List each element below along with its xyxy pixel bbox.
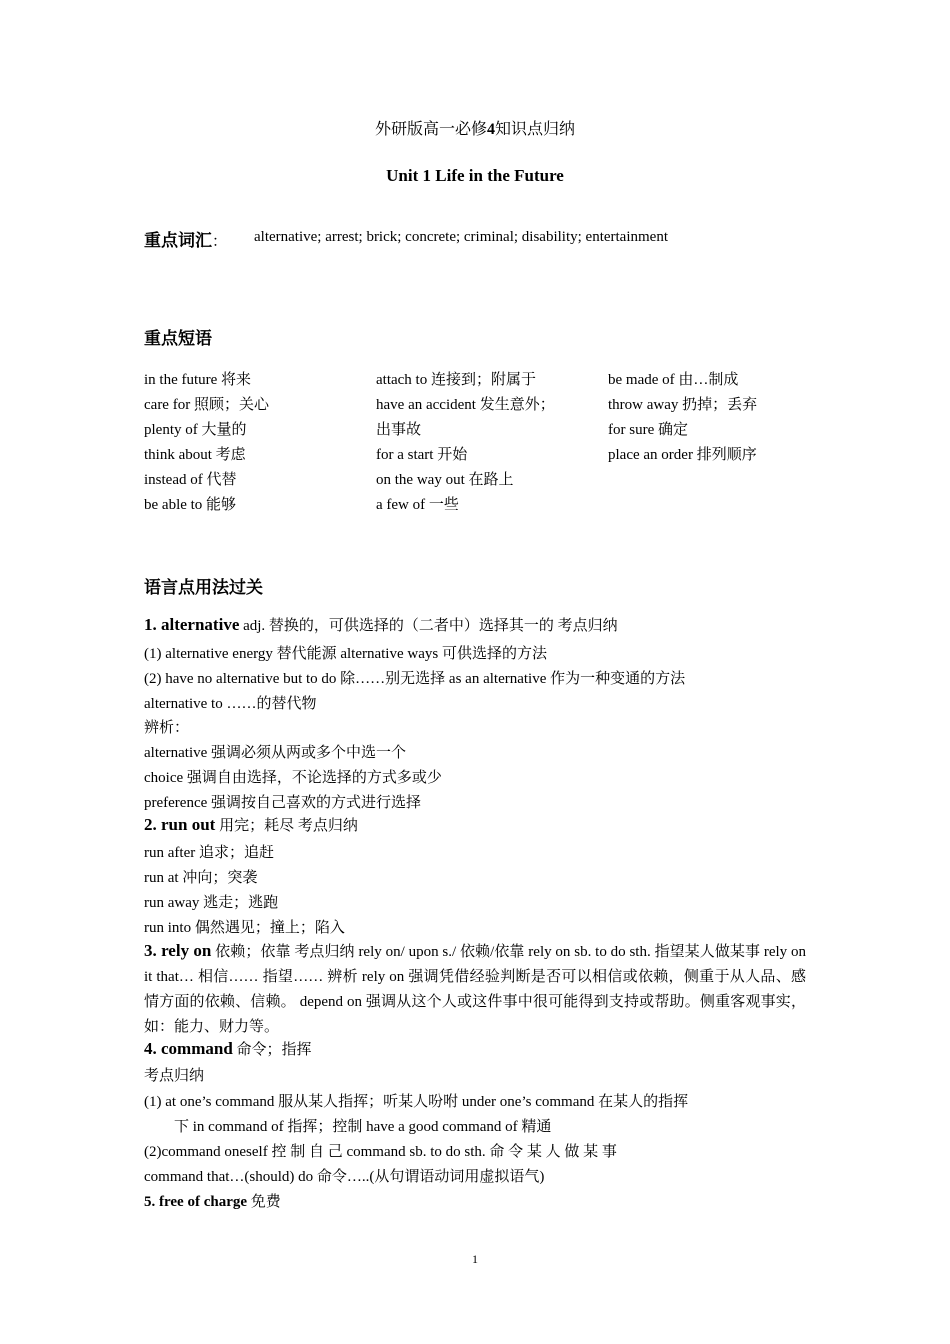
- text-line: (1) alternative energy 替代能源 alternative ways 可供选择的方法: [144, 646, 547, 662]
- entry-run-out-heading: 2. run out 用完；耗尽 考点归纳: [144, 815, 358, 834]
- text-line: (2) have no alternative but to do 除……别无选择 as an alternative 作为一种变通的方法: [144, 671, 686, 687]
- text-line: run away 逃走；逃跑: [144, 895, 279, 911]
- phrase-row: care for 照顾；关心: [144, 397, 269, 413]
- entry-command-heading: 4. command 命令；指挥: [144, 1039, 312, 1058]
- phrase-row: think about 考虑: [144, 447, 246, 463]
- phrase-row: a few of 一些: [376, 497, 459, 513]
- phrase-row: throw away 扔掉；丢弃: [608, 397, 758, 413]
- vocab-list: alternative; arrest; brick; concrete; criminal; disability; entertainment: [254, 229, 669, 245]
- text-line: (2)command oneself 控 制 自 己 command sb. to do sth. 命 令 某 人 做 某 事: [144, 1144, 617, 1160]
- phrase-row: attach to 连接到；附属于: [376, 372, 536, 388]
- phrases-heading: 重点短语: [144, 329, 212, 349]
- text-line: 辨析：: [144, 720, 190, 736]
- text-line: 下 in command of 指挥；控制 have a good command of 精通: [174, 1119, 552, 1135]
- text-line: 考点归纳: [144, 1068, 205, 1084]
- text-line: run into 偶然遇见；撞上；陷入: [144, 920, 345, 936]
- phrase-row: place an order 排列顺序: [608, 447, 757, 463]
- text-line: alternative 强调必须从两或多个中选一个: [144, 745, 407, 761]
- text-line: preference 强调按自己喜欢的方式进行选择: [144, 795, 422, 811]
- text-line: run after 追求；追赶: [144, 845, 274, 861]
- phrase-row: 出事故: [376, 422, 422, 438]
- phrase-row: plenty of 大量的: [144, 422, 247, 438]
- text-line: run at 冲向；突袭: [144, 870, 258, 886]
- vocab-heading: 重点词汇：: [144, 231, 228, 251]
- phrase-row: have an accident 发生意外；: [376, 397, 555, 413]
- phrase-row: be able to 能够: [144, 497, 237, 513]
- phrase-row: be made of 由…制成: [608, 372, 739, 388]
- phrase-row: in the future 将来: [144, 372, 252, 388]
- text-line: (1) at one’s command 服从某人指挥；听某人吩咐 under one’s command 在某人的指挥: [144, 1094, 689, 1110]
- text-line: alternative to ……的替代物: [144, 696, 317, 712]
- text-line: command that…(should) do 命令…..(从句谓语动词用虚拟语气): [144, 1169, 545, 1185]
- text-line: choice 强调自由选择，不论选择的方式多或少: [144, 770, 442, 786]
- unit-heading: Unit 1 Life in the Future: [386, 166, 564, 185]
- phrase-row: for sure 确定: [608, 422, 688, 438]
- entry-free-of-charge: 5. free of charge 免费: [144, 1194, 281, 1210]
- page-number: 1: [472, 1252, 478, 1266]
- usage-heading: 语言点用法过关: [144, 578, 263, 598]
- phrase-row: instead of 代替: [144, 472, 237, 488]
- document-title: 外研版高一必修4知识点归纳: [374, 121, 576, 138]
- phrase-row: on the way out 在路上: [376, 472, 514, 488]
- phrase-row: for a start 开始: [376, 447, 468, 463]
- entry-alternative-heading: 1. alternative adj. 替换的，可供选择的（二者中）选择其一的 考点归纳: [144, 615, 618, 634]
- entry-rely-on: 3. rely on 依赖；依靠 考点归纳 rely on/ upon s./ 依赖/依靠 rely on sb. to do sth. 指望某人做某事 rely on it that… 相信…… 指望…… 辨析 rely on 强调凭借经验判断是否可以相信或依赖，侧重于从人品、感情方面的依赖、信赖。 depend on 强调从这个人或这件事中很可能得到支持或帮助。侧重客观事实，如：能力、财力等。: [144, 941, 806, 1035]
